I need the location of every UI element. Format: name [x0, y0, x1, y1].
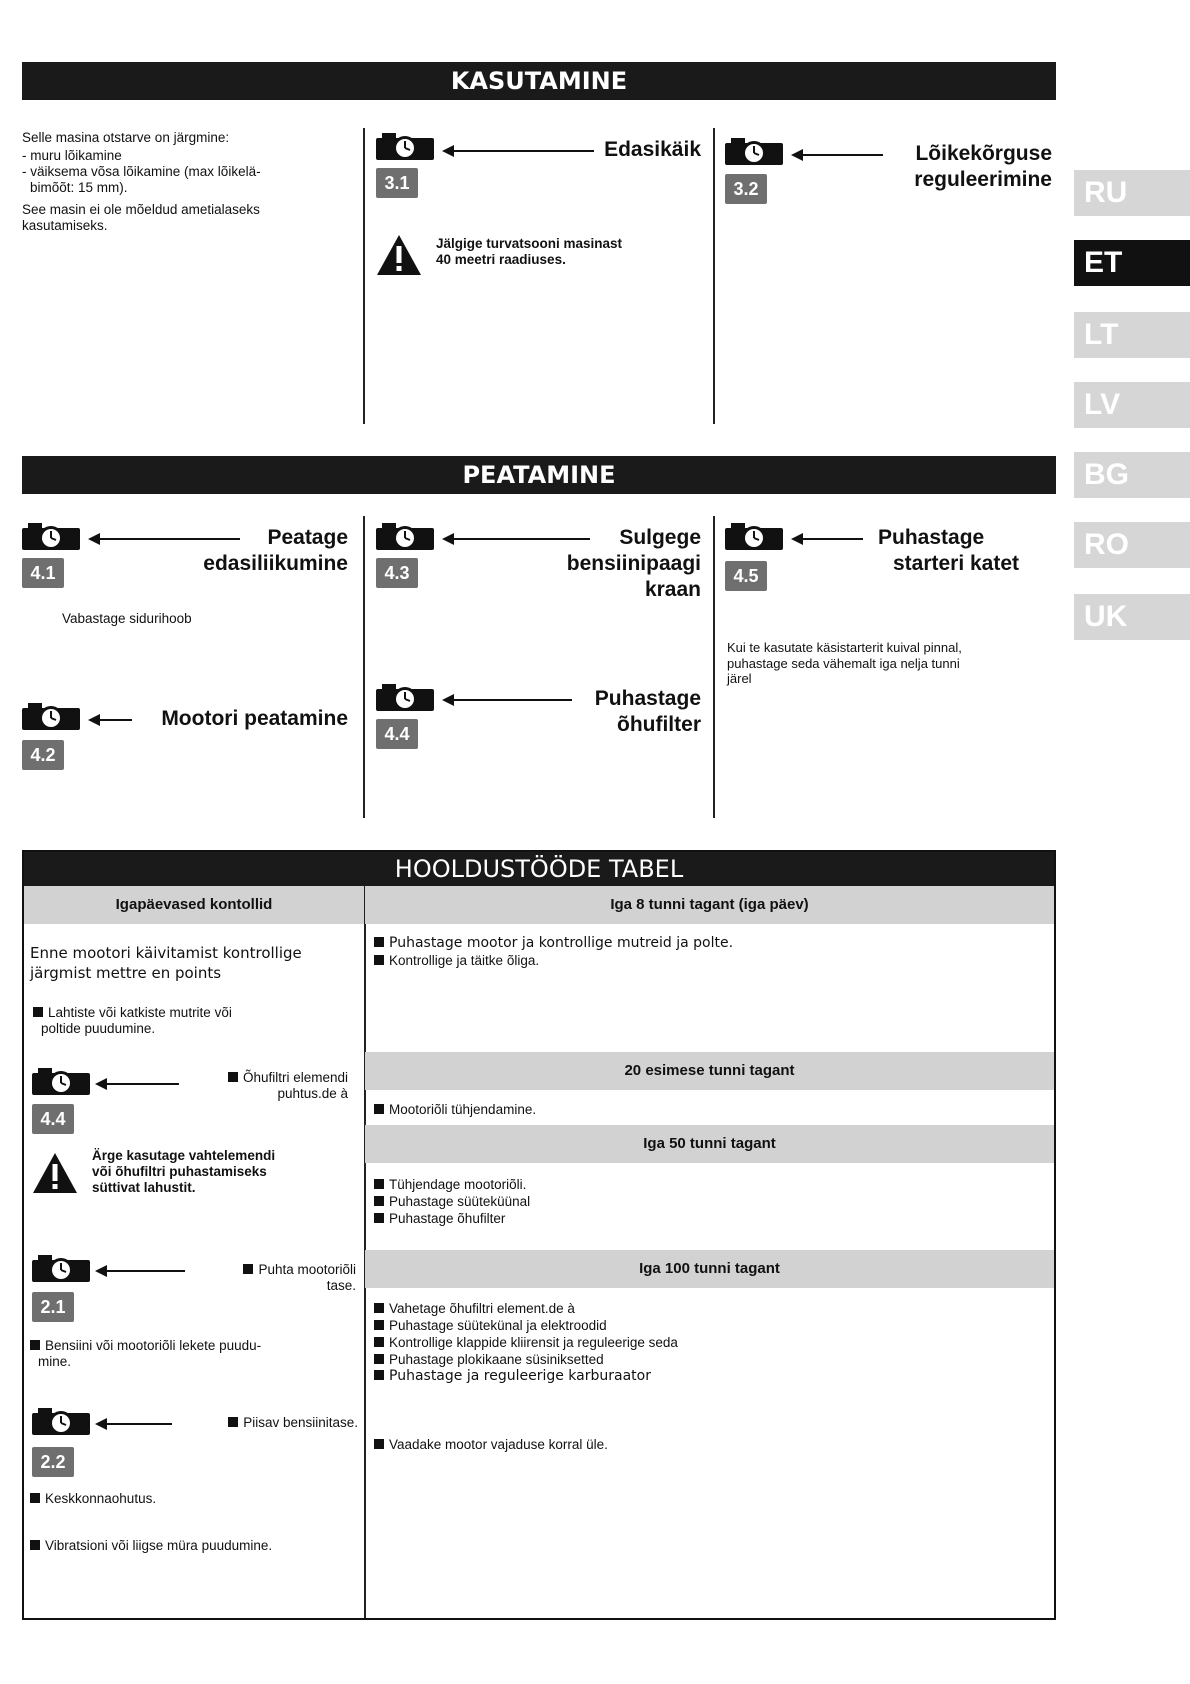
daily-check	[30, 1338, 360, 1370]
step-note-line: järel	[727, 671, 752, 686]
language-tab-ru[interactable]: RU	[1074, 170, 1190, 216]
usage-item: - väiksema võsa lõikamine (max lõikelä-	[22, 164, 261, 179]
column-divider	[363, 128, 365, 424]
warning-icon	[32, 1152, 78, 1194]
arrow-icon	[90, 719, 132, 721]
column-divider	[713, 516, 715, 818]
interval-items-20h	[374, 1101, 1044, 1118]
interval-item: Tühjendage mootoriõli.	[389, 1177, 527, 1192]
daily-warning-line: süttivat lahustit.	[92, 1180, 196, 1195]
daily-check	[30, 1491, 360, 1507]
daily-ref-label	[188, 1262, 356, 1294]
step-label	[520, 525, 701, 603]
daily-check	[30, 1005, 350, 1037]
step-badge: 3.1	[376, 168, 418, 198]
camera-icon	[725, 135, 783, 165]
daily-intro-line: Enne mootori käivitamist kontrollige	[30, 944, 302, 962]
column-divider	[363, 516, 365, 818]
step-badge: 4.3	[376, 558, 418, 588]
step-badge: 2.2	[32, 1447, 74, 1477]
step-label-line: kraan	[644, 578, 701, 601]
daily-ref-line: puhtus.de à	[277, 1086, 348, 1101]
section-bar-kasutamine	[22, 62, 1056, 100]
daily-intro	[30, 943, 360, 983]
section-bar-peatamine	[22, 456, 1056, 494]
bullet-icon	[374, 1320, 384, 1330]
step-label	[874, 525, 1038, 577]
interval-header-8h: Iga 8 tunni tagant (iga päev)	[365, 886, 1054, 924]
bullet-icon	[374, 1179, 384, 1189]
step-note: Vabastage sidurihoob	[62, 611, 192, 626]
arrow-icon	[793, 154, 883, 156]
step-note-line: puhastage seda vähemalt iga nelja tunni	[727, 655, 960, 671]
daily-check-line: Keskkonnaohutus.	[45, 1491, 157, 1506]
step-badge: 4.2	[22, 740, 64, 770]
daily-warning	[92, 1148, 354, 1196]
language-tab-ro[interactable]: RO	[1074, 522, 1190, 568]
interval-item: Puhastage süütekünal ja elektroodid	[389, 1318, 607, 1333]
camera-icon	[22, 520, 80, 550]
daily-check-line: Bensiini või mootoriõli lekete puudu-	[45, 1338, 262, 1353]
step-label-line: Puhastage	[594, 687, 701, 710]
usage-item: bimõõt: 15 mm).	[30, 180, 128, 195]
arrow-icon	[793, 538, 863, 540]
interval-item: Vahetage õhufiltri element.de à	[389, 1301, 575, 1316]
daily-intro-line: järgmist mettre en points	[30, 964, 222, 982]
camera-icon	[22, 700, 80, 730]
daily-ref-line: Õhufiltri elemendi	[242, 1070, 348, 1085]
daily-ref-line: Puhta mootoriõli	[258, 1262, 356, 1277]
daily-check-line: Lahtiste või katkiste mutrite või	[48, 1005, 232, 1020]
step-label	[540, 686, 701, 738]
step-label-line: bensiinipaagi	[566, 552, 701, 575]
usage-intro	[22, 130, 352, 234]
usage-note: kasutamiseks.	[22, 218, 108, 233]
step-label-line: õhufilter	[617, 713, 701, 736]
usage-item: - muru lõikamine	[22, 148, 122, 163]
step-label	[880, 141, 1052, 193]
warning-line: Jälgige turvatsooni masinast	[436, 236, 623, 251]
language-tab-lv[interactable]: LV	[1074, 382, 1190, 428]
interval-items-50h	[374, 1176, 1044, 1227]
left-column-header: Igapäevased kontollid	[24, 886, 364, 924]
bullet-icon	[228, 1417, 238, 1427]
step-label-line: reguleerimine	[914, 168, 1052, 191]
daily-warning-line: Ärge kasutage vahtelemendi	[92, 1148, 276, 1163]
usage-note: See masin ei ole mõeldud ametialaseks	[22, 202, 260, 217]
interval-item: Puhastage mootor ja kontrollige mutreid ja polte.	[389, 935, 734, 951]
daily-warning-line: või õhufiltri puhastamiseks	[92, 1164, 267, 1179]
warning-icon	[376, 234, 422, 276]
warning-line: 40 meetri raadiuses.	[436, 252, 566, 267]
step-label: Mootori peatamine	[161, 707, 348, 730]
interval-item: Puhastage ja reguleerige karburaator	[389, 1368, 651, 1384]
step-label: Edasikäik	[604, 138, 701, 161]
bullet-icon	[374, 1303, 384, 1313]
bullet-icon	[374, 1439, 384, 1449]
bullet-icon	[374, 1213, 384, 1223]
step-label-line: Peatage	[267, 526, 348, 549]
step-label-line: starteri katet	[892, 552, 1020, 575]
camera-icon	[376, 130, 434, 160]
daily-check-line: Vibratsioni või liigse müra puudumine.	[45, 1538, 273, 1553]
daily-check	[30, 1538, 360, 1554]
table-title: HOOLDUSTÖÖDE TABEL	[394, 855, 684, 883]
step-badge: 2.1	[32, 1292, 74, 1322]
step-label-line: edasiliikumine	[203, 552, 348, 575]
daily-check-line: mine.	[38, 1354, 72, 1369]
step-badge: 4.4	[32, 1104, 74, 1134]
interval-item: Puhastage õhufilter	[389, 1211, 506, 1226]
step-label-line: Sulgege	[619, 526, 701, 549]
interval-item: Mootoriõli tühjendamine.	[389, 1102, 537, 1117]
step-label-line: Puhastage	[878, 526, 985, 549]
arrow-icon	[97, 1083, 179, 1085]
step-badge: 4.1	[22, 558, 64, 588]
bullet-icon	[374, 955, 384, 965]
bullet-icon	[374, 1196, 384, 1206]
bullet-icon	[374, 1337, 384, 1347]
camera-icon	[376, 520, 434, 550]
interval-header-100h: Iga 100 tunni tagant	[365, 1250, 1054, 1288]
arrow-icon	[97, 1270, 185, 1272]
interval-item: Puhastage süüteküünal	[389, 1194, 531, 1209]
interval-item: Kontrollige ja täitke õliga.	[389, 953, 540, 968]
bullet-icon	[374, 1104, 384, 1114]
bullet-icon	[30, 1493, 40, 1503]
step-badge: 3.2	[725, 174, 767, 204]
camera-icon	[725, 520, 783, 550]
camera-icon	[32, 1252, 90, 1282]
bullet-icon	[33, 1007, 43, 1017]
camera-icon	[32, 1405, 90, 1435]
step-note	[727, 640, 1062, 687]
interval-header-20h: 20 esimese tunni tagant	[365, 1052, 1054, 1090]
arrow-icon	[97, 1423, 172, 1425]
section-title: PEATAMINE	[462, 461, 616, 489]
daily-ref-label	[175, 1415, 358, 1431]
language-tab-lt[interactable]: LT	[1074, 312, 1190, 358]
warning-text	[436, 236, 706, 268]
usage-intro-text: Selle masina otstarve on järgmine:	[22, 130, 230, 145]
bullet-icon	[374, 1354, 384, 1364]
column-divider	[713, 128, 715, 424]
step-note-line: Kui te kasutate käsistarterit kuival pinnal,	[727, 640, 962, 655]
camera-icon	[376, 681, 434, 711]
daily-ref-line: tase.	[326, 1278, 356, 1293]
interval-header-50h: Iga 50 tunni tagant	[365, 1125, 1054, 1163]
interval-item: Kontrollige klappide kliirensit ja reguleerige seda	[389, 1335, 678, 1350]
bullet-icon	[30, 1540, 40, 1550]
step-badge: 4.5	[725, 561, 767, 591]
bullet-icon	[228, 1072, 238, 1082]
interval-item: Vaadake mootor vajaduse korral üle.	[389, 1437, 608, 1452]
language-tab-uk[interactable]: UK	[1074, 594, 1190, 640]
bullet-icon	[30, 1340, 40, 1350]
step-label-line: Lõikekõrguse	[915, 142, 1052, 165]
language-tab-et[interactable]: ET	[1074, 240, 1190, 286]
daily-check-line: poltide puudumine.	[41, 1021, 156, 1036]
table-title-bar	[24, 852, 1054, 886]
interval-items-100h	[374, 1300, 1044, 1385]
bullet-icon	[374, 1370, 384, 1380]
camera-icon	[32, 1065, 90, 1095]
interval-item: Puhastage plokikaane süsiniksetted	[389, 1352, 604, 1367]
step-label	[180, 525, 348, 577]
daily-ref-line: Piisav bensiinitase.	[243, 1415, 358, 1430]
daily-ref-label	[180, 1070, 348, 1102]
step-badge: 4.4	[376, 719, 418, 749]
bullet-icon	[374, 937, 384, 947]
interval-items-8h	[374, 935, 1044, 969]
interval-items-general	[374, 1436, 1044, 1453]
bullet-icon	[243, 1264, 253, 1274]
language-tab-bg[interactable]: BG	[1074, 452, 1190, 498]
section-title: KASUTAMINE	[450, 67, 628, 95]
